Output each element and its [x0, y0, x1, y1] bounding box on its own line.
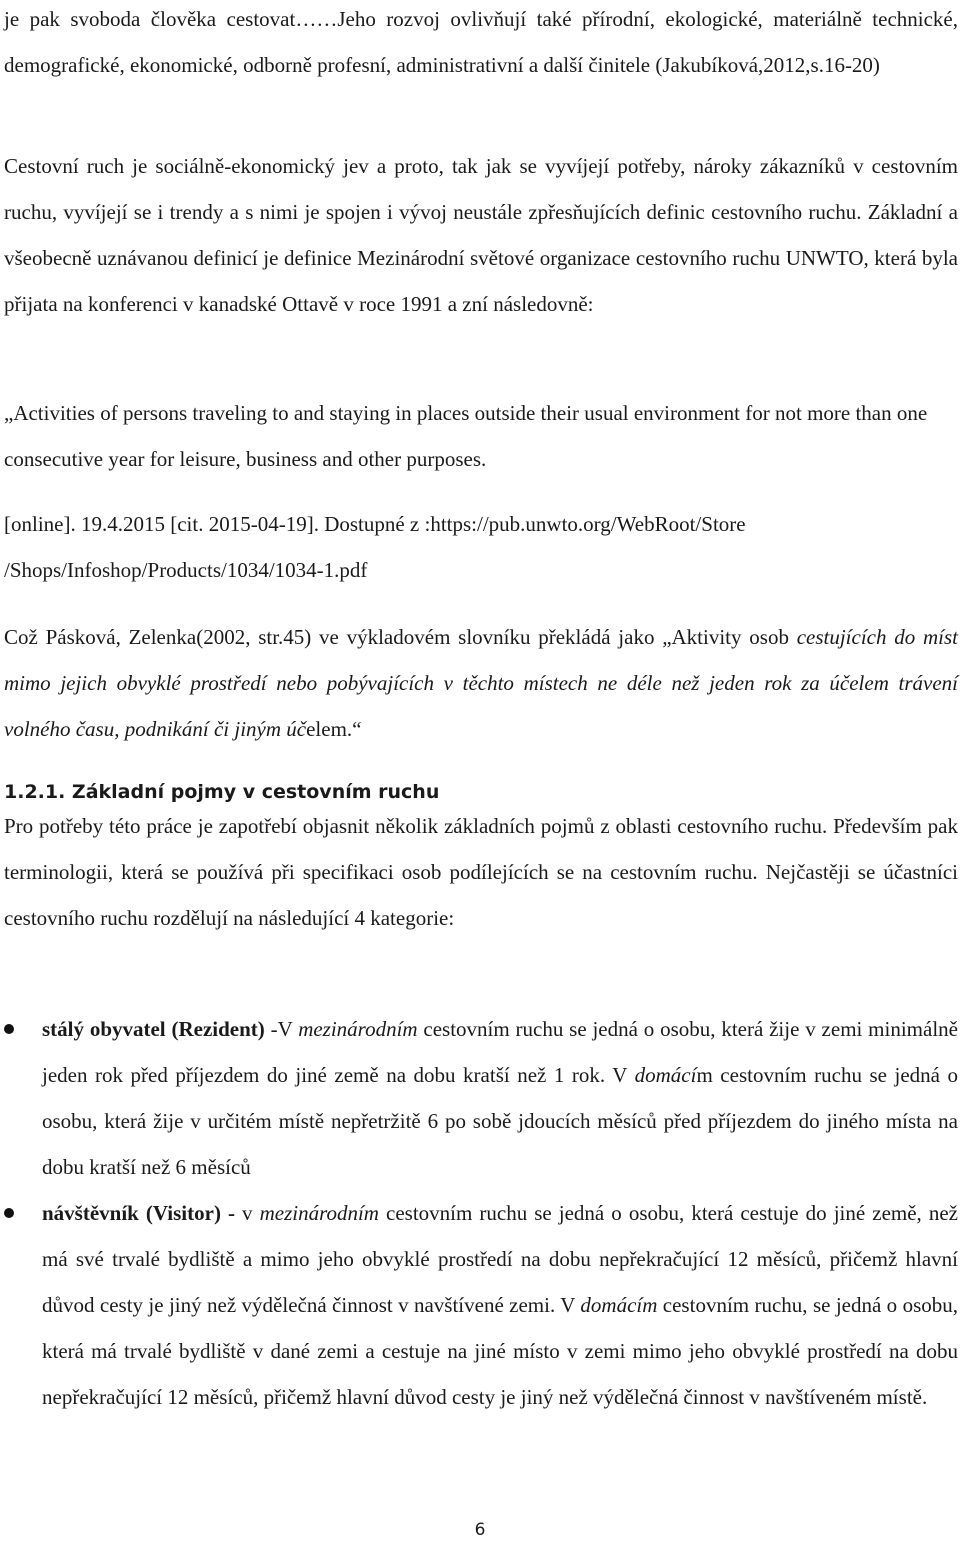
section-heading: 1.2.1. Základní pojmy v cestovním ruchu [4, 781, 440, 803]
list-item [0, 1190, 960, 1420]
translation-end: elem.“ [306, 717, 362, 741]
italic-term: mezinárodním [259, 1201, 379, 1225]
item-text: cestovním ruchu se jedná o osobu, která cestuje do jiné země, než má své trvalé bydliště a mimo jeho obvyklé prostředí na dobu nepřekračující 12 měsíců, přičemž hlavní důvod cesty je jiný než výdělečná činnost v navštívené zemi. V [42, 1201, 958, 1317]
term-visitor: návštěvník (Visitor) [42, 1201, 221, 1225]
paragraph-intro: je pak svoboda člověka cestovat……Jeho rozvoj ovlivňují také přírodní, ekologické, materiálně technické, demografické, ekonomické, odborně profesní, administrativní a další činitele (Jakubíková,2012,s.16-20) [4, 7, 958, 77]
item-text: m cestovním ruchu se jedná o osobu, která žije v určitém místě nepřetržitě 6 po sobě jdoucích měsíců před příjezdem do jiného místa na dobu kratší než 6 měsíců [42, 1063, 959, 1179]
term-separator: v [234, 1201, 260, 1225]
citation-text: [online]. 19.4.2015 [cit. 2015-04-19]. Dostupné z :https://pub.unwto.org/WebRoot/Store [4, 512, 746, 536]
paragraph-definition: Cestovní ruch je sociálně-ekonomický jev a proto, tak jak se vyvíjejí potřeby, nároky zákazníků v cestovním ruchu, vyvíjejí se i trendy a s nimi je spojen i vývoj neustále zpřesňujících definic cestovního ruchu. Základní a všeobecně uznávanou definicí je definice Mezinárodní světové organizace cestovního ruchu UNWTO, která byla přijata na konferenci v kanadské Ottavě v roce 1991 a zní následovně: [4, 154, 958, 316]
citation-url[interactable]: /Shops/Infoshop/Products/1034/1034-1.pdf [4, 558, 368, 582]
paragraph-quote: „Activities of persons traveling to and staying in places outside their usual environment for not more than one consecutive year for leisure, business and other purposes. [4, 401, 928, 471]
list-item-text [42, 1006, 958, 1190]
bullet-dot-icon [4, 1024, 14, 1034]
list-item-text [42, 1190, 958, 1420]
citation-source [4, 501, 958, 593]
translation-italic: cestujících do míst mimo jejich obvyklé prostředí nebo pobývajících v těchto místech ne déle než jeden rok za účelem trávení volného času, podnikání či jiným úč [4, 625, 958, 741]
italic-term: domácí [634, 1063, 697, 1087]
category-list [0, 1006, 960, 1420]
paragraph-translation [4, 614, 958, 752]
italic-term: domácím [580, 1293, 658, 1317]
italic-term: mezinárodním [298, 1017, 418, 1041]
list-item [0, 1006, 960, 1190]
page-number: 6 [474, 1520, 486, 1540]
term-resident: stálý obyvatel (Rezident) [42, 1017, 265, 1041]
item-text: cestovním ruchu, se jedná o osobu, která má trvalé bydliště v dané zemi a cestuje na jiné místo v zemi mimo jeho obvyklé prostředí na dobu nepřekračující 12 měsíců, přičemž hlavní důvod cesty je jiný než výdělečná činnost v navštíveném místě. [42, 1293, 958, 1409]
term-separator: - [220, 1201, 235, 1225]
item-text: cestovním ruchu se jedná o osobu, která žije v zemi minimálně jeden rok před příjezdem do jiné země na dobu kratší než 1 rok. V [42, 1017, 958, 1087]
bullet-dot-icon [4, 1208, 14, 1218]
term-separator: -V [264, 1017, 299, 1041]
translation-lead: Což Pásková, Zelenka(2002, str.45) ve výkladovém slovníku překládá jako „Aktivity osob [4, 625, 797, 649]
paragraph-section-intro: Pro potřeby této práce je zapotřebí objasnit několik základních pojmů z oblasti cestovního ruchu. Především pak terminologii, která se používá při specifikaci osob podílejících se na cestovním ruchu. Nejčastěji se účastníci cestovního ruchu rozdělují na následující 4 kategorie: [4, 814, 958, 930]
